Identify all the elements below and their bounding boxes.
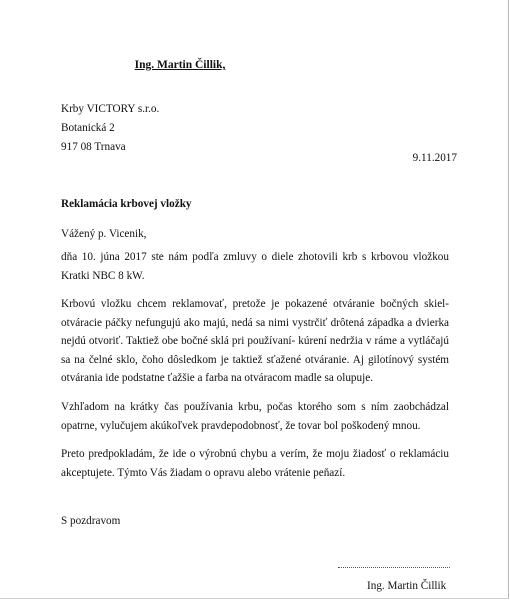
recipient-city: 917 08 Trnava <box>61 141 126 153</box>
body-paragraph-1: dňa 10. júna 2017 ste nám podľa zmluvy o diele zhotovili krb s krbovou vložkou Kratki NBC 8 kW. <box>61 251 449 282</box>
letter-closing: S pozdravom <box>61 515 121 527</box>
signature-name: Ing. Martin Čillik <box>367 580 447 592</box>
letter-salutation: Vážený p. Vicenik, <box>61 228 147 240</box>
signature-line <box>338 567 450 568</box>
letter-date: 9.11.2017 <box>412 152 457 164</box>
recipient-address <box>61 100 159 157</box>
body-paragraph-2: Krbovú vložku chcem reklamovať, pretože je pokazené otváranie bočných skiel- otváracie páčky nefungujú ako majú, nedá sa nimi vystrčiť drôtená západka a dvierka nejdú otvoriť. Taktiež obe bočné sklá pri používaní- kúrení nedržia v ráme a vytláčajú sa na čelné sklo, čoho dôsledkom je taktiež sťažené otváranie. Aj gilotínový systém otvárania ide podstatne ťažšie a farba na otváracom madle sa olupuje. <box>61 298 449 384</box>
letter-subject: Reklamácia krbovej vložky <box>61 198 192 210</box>
recipient-company: Krby VICTORY s.r.o. <box>61 103 160 115</box>
body-paragraph-4: Preto predpokladám, že ide o výrobnú chybu a verím, že moju žiadosť o reklamáciu akceptujete. Týmto Vás žiadam o opravu alebo vrátenie peňazí. <box>61 448 449 479</box>
sender-name-heading: Ing. Martin Čillik, <box>134 59 226 71</box>
recipient-street: Botanická 2 <box>61 122 115 134</box>
body-paragraph-3: Vzhľadom na krátky čas používania krbu, počas ktorého som s ním zaobchádzal opatrne, vylučujem akúkoľvek pravdepodobnosť, že tovar bol poškodený mnou. <box>61 401 449 432</box>
